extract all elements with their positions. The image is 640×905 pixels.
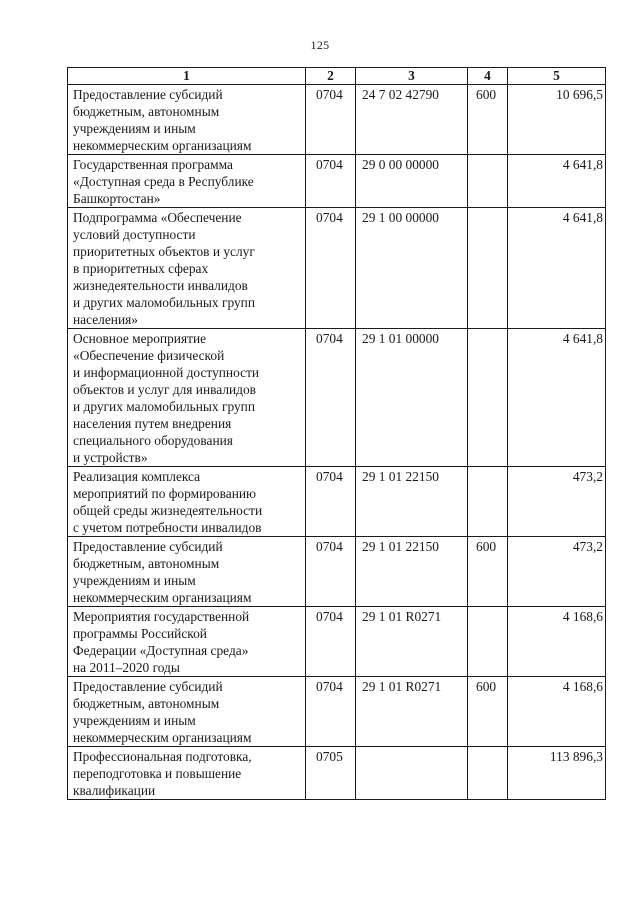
row-expense-type (468, 329, 508, 467)
row-section-code: 0704 (306, 607, 356, 677)
row-target-code: 24 7 02 42790 (356, 85, 468, 155)
row-name: Государственная программа «Доступная среда в Республике Башкортостан» (68, 155, 306, 208)
row-target-code: 29 1 01 22150 (356, 537, 468, 607)
table-row (68, 208, 606, 329)
header-col-4: 4 (468, 68, 508, 85)
row-expense-type (468, 607, 508, 677)
row-section-code: 0704 (306, 208, 356, 329)
row-name: Предоставление субсидий бюджетным, автономным учреждениям и иным некоммерческим организациям (68, 677, 306, 747)
row-target-code (356, 747, 468, 800)
row-name: Профессиональная подготовка, переподготовка и повышение квалификации (68, 747, 306, 800)
row-expense-type (468, 467, 508, 537)
header-col-2: 2 (306, 68, 356, 85)
row-section-code: 0704 (306, 677, 356, 747)
table-row (68, 85, 606, 155)
row-expense-type (468, 747, 508, 800)
row-amount: 10 696,5 (508, 85, 606, 155)
row-name: Реализация комплекса мероприятий по формированию общей среды жизнедеятельности с учетом потребности инвалидов (68, 467, 306, 537)
table-header-row (68, 68, 606, 85)
row-section-code: 0704 (306, 85, 356, 155)
row-expense-type: 600 (468, 85, 508, 155)
row-name: Предоставление субсидий бюджетным, автономным учреждениям и иным некоммерческим организациям (68, 537, 306, 607)
row-section-code: 0705 (306, 747, 356, 800)
row-amount: 4 168,6 (508, 607, 606, 677)
budget-table (67, 67, 606, 800)
row-amount: 4 641,8 (508, 329, 606, 467)
header-col-1: 1 (68, 68, 306, 85)
table-row (68, 677, 606, 747)
row-expense-type: 600 (468, 677, 508, 747)
row-amount: 473,2 (508, 467, 606, 537)
row-section-code: 0704 (306, 537, 356, 607)
row-target-code: 29 1 01 00000 (356, 329, 468, 467)
table-row (68, 537, 606, 607)
row-target-code: 29 1 01 R0271 (356, 677, 468, 747)
table-row (68, 329, 606, 467)
row-target-code: 29 1 01 R0271 (356, 607, 468, 677)
row-amount: 4 641,8 (508, 208, 606, 329)
row-target-code: 29 1 00 00000 (356, 208, 468, 329)
table-row (68, 467, 606, 537)
row-name: Основное мероприятие «Обеспечение физической и информационной доступности объектов и услуг для инвалидов и других маломобильных групп населения путем внедрения специального оборудования и устройств» (68, 329, 306, 467)
table-row (68, 747, 606, 800)
table-row (68, 607, 606, 677)
row-amount: 4 641,8 (508, 155, 606, 208)
table-row (68, 155, 606, 208)
header-col-5: 5 (508, 68, 606, 85)
row-expense-type (468, 208, 508, 329)
row-target-code: 29 1 01 22150 (356, 467, 468, 537)
row-section-code: 0704 (306, 329, 356, 467)
row-section-code: 0704 (306, 155, 356, 208)
row-name: Предоставление субсидий бюджетным, автономным учреждениям и иным некоммерческим организациям (68, 85, 306, 155)
row-target-code: 29 0 00 00000 (356, 155, 468, 208)
page-number: 125 (310, 38, 330, 52)
row-name: Подпрограмма «Обеспечение условий доступности приоритетных объектов и услуг в приоритетных сферах жизнедеятельности инвалидов и других маломобильных групп населения» (68, 208, 306, 329)
row-amount: 473,2 (508, 537, 606, 607)
row-section-code: 0704 (306, 467, 356, 537)
header-col-3: 3 (356, 68, 468, 85)
row-expense-type: 600 (468, 537, 508, 607)
row-amount: 113 896,3 (508, 747, 606, 800)
row-amount: 4 168,6 (508, 677, 606, 747)
row-name: Мероприятия государственной программы Российской Федерации «Доступная среда» на 2011–2020 годы (68, 607, 306, 677)
row-expense-type (468, 155, 508, 208)
